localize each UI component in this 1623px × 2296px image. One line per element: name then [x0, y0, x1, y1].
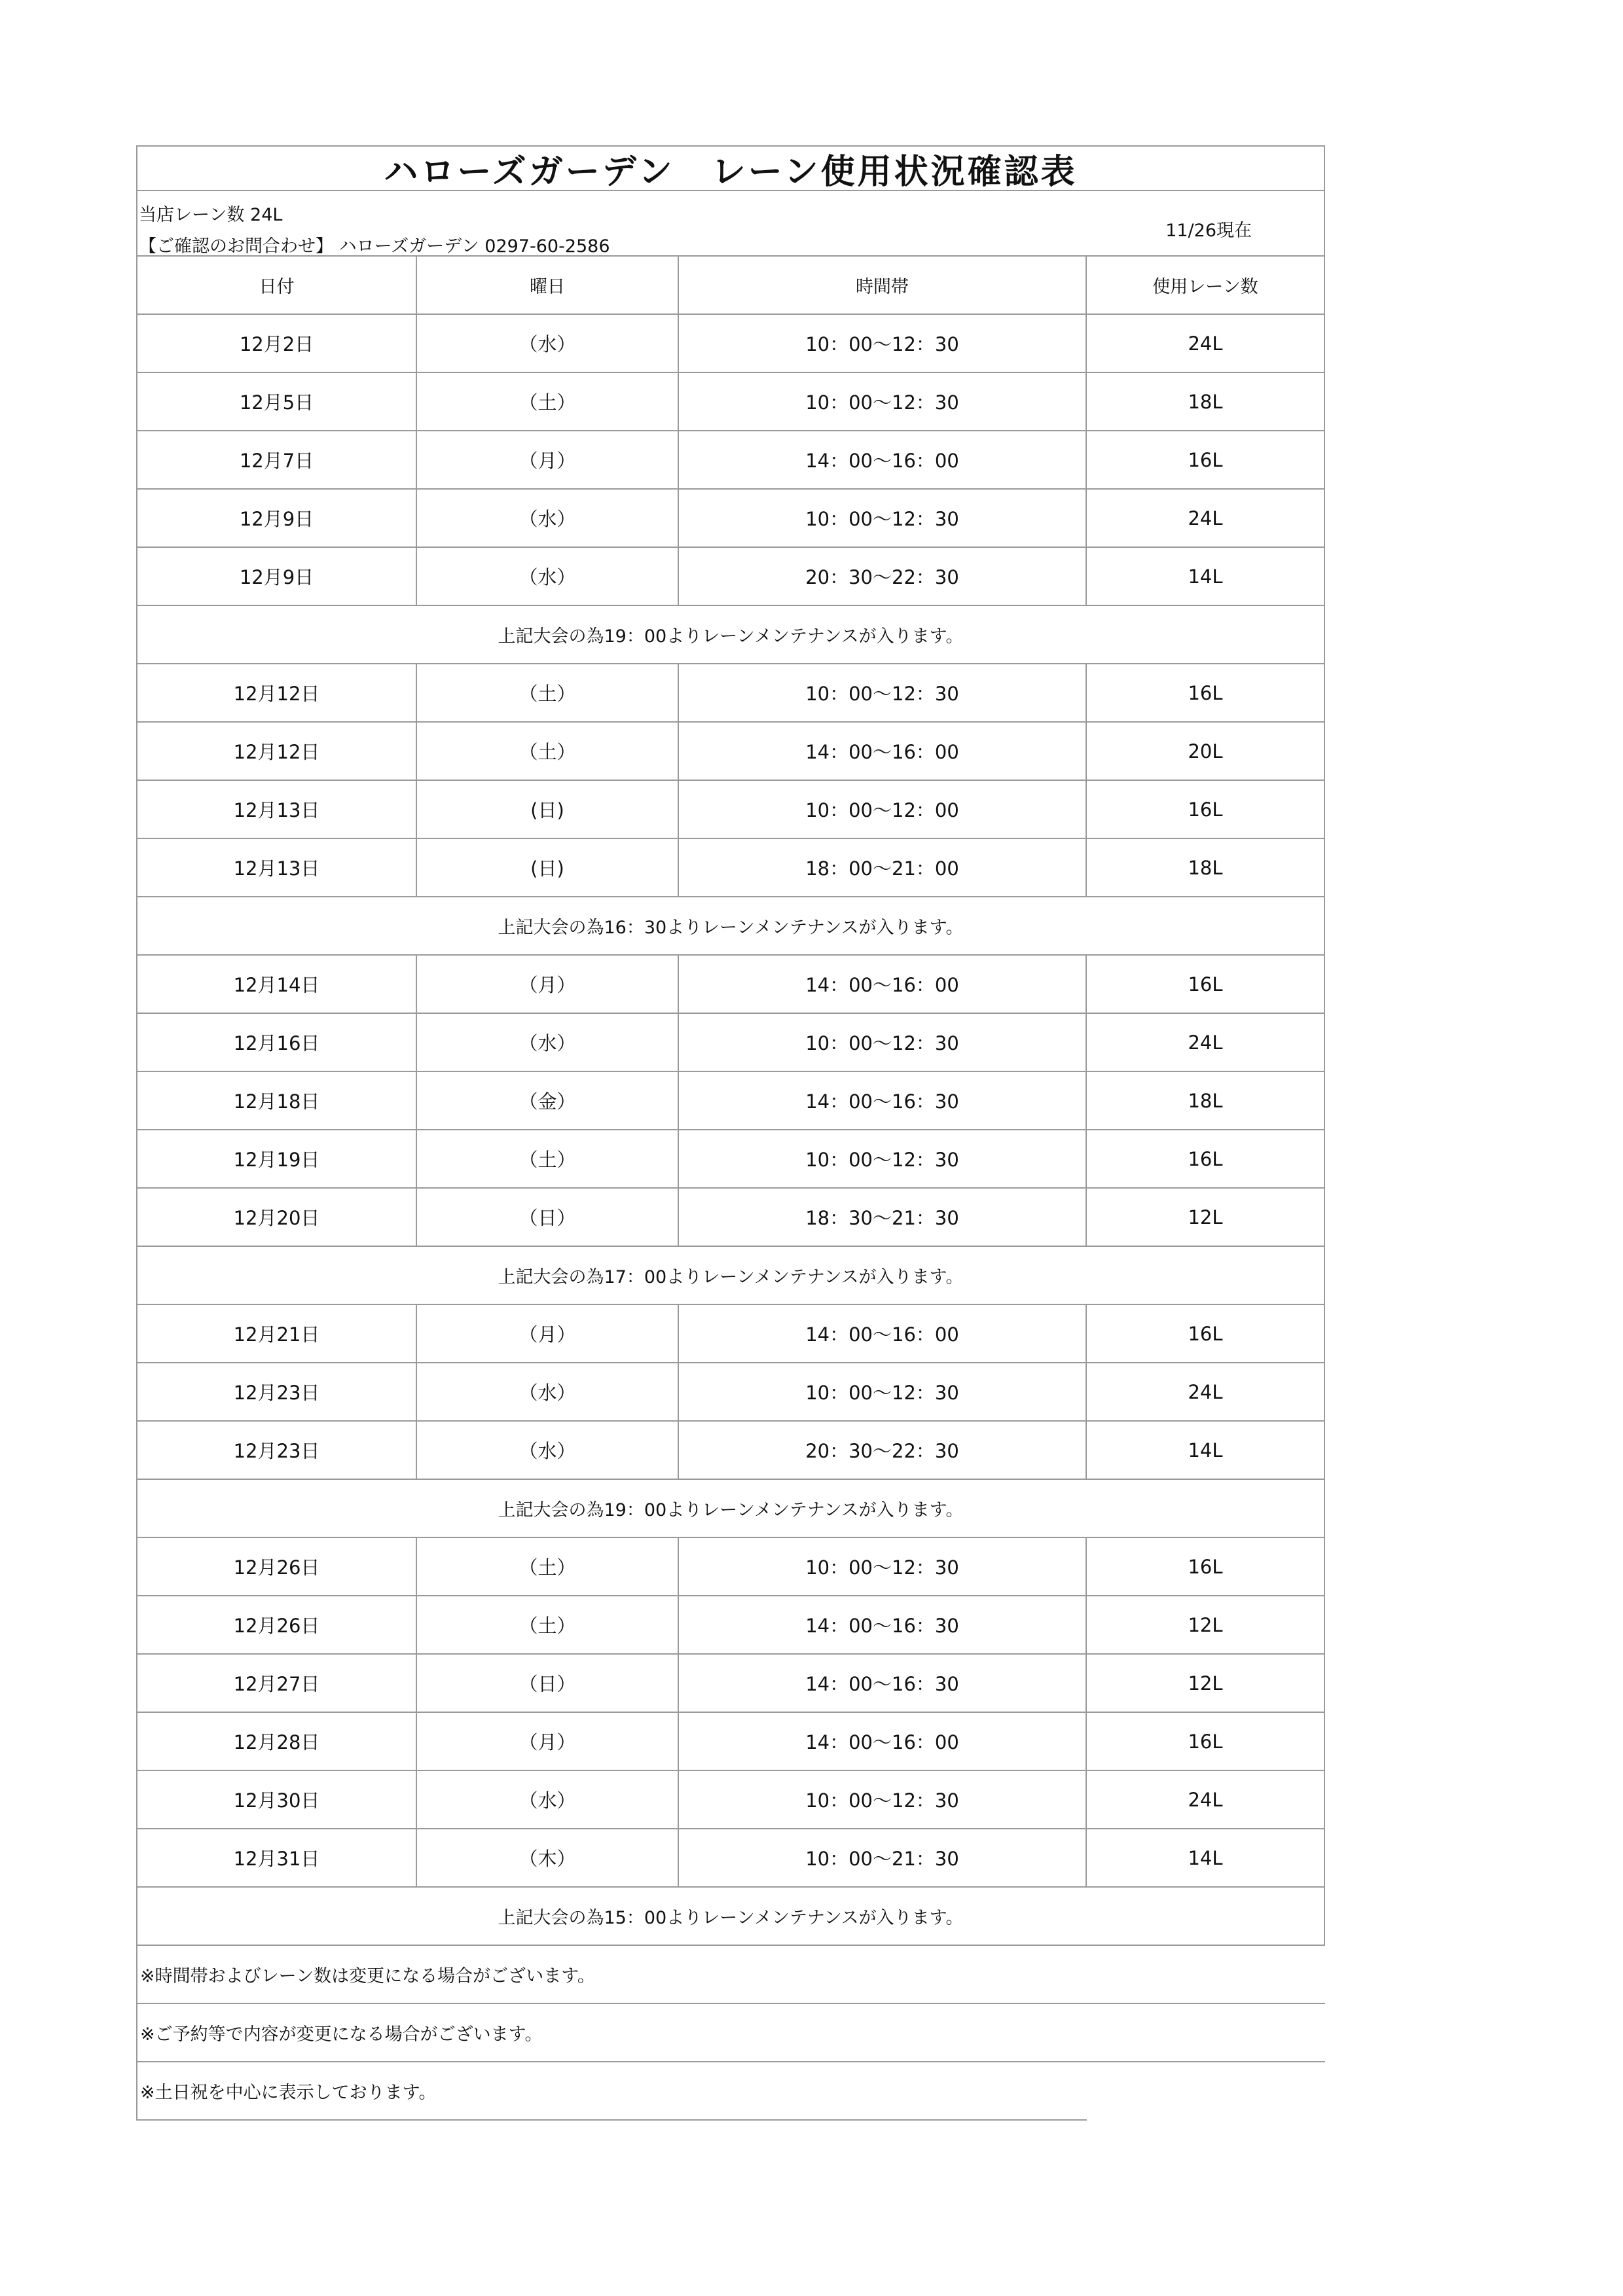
- cell-date: 12月26日: [137, 1538, 417, 1595]
- cell-day: （水）: [417, 490, 679, 547]
- table-row: [136, 781, 1325, 839]
- cell-time: 18：00～21：00: [679, 839, 1087, 896]
- header-date: 日付: [137, 257, 417, 314]
- cell-lanes: 14L: [1188, 1439, 1223, 1462]
- table-row: [136, 315, 1325, 373]
- cell-time: 10：00～12：00: [679, 781, 1087, 838]
- cell-day: （水）: [417, 548, 679, 605]
- cell-date: 12月20日: [137, 1189, 417, 1246]
- cell-time: 10：00～12：30: [679, 664, 1087, 721]
- cell-time: 10：00～12：30: [679, 490, 1087, 547]
- maintenance-note: 上記大会の為15：00よりレーンメンテナンスが入ります。: [136, 1888, 1325, 1946]
- footnotes: [136, 1946, 1325, 2121]
- cell-lanes: 20L: [1188, 740, 1223, 762]
- footnote: ※土日祝を中心に表示しております。: [136, 2062, 1087, 2121]
- header-time: 時間帯: [679, 257, 1087, 314]
- cell-time: 10：00～12：30: [679, 1538, 1087, 1595]
- table-row: [136, 548, 1325, 606]
- cell-time: 14：00～16：00: [679, 431, 1087, 488]
- cell-day: （日）: [417, 1655, 679, 1712]
- cell-time: 10：00～12：30: [679, 1771, 1087, 1828]
- cell-date: 12月23日: [137, 1363, 417, 1420]
- table-row: [136, 373, 1325, 431]
- cell-date: 12月13日: [137, 839, 417, 896]
- table-row: [136, 1130, 1325, 1189]
- cell-date: 12月26日: [137, 1596, 417, 1653]
- info-row: [136, 191, 1325, 257]
- table-row: [136, 1189, 1325, 1247]
- cell-time: 10：00～21：30: [679, 1829, 1087, 1886]
- table-header: [136, 257, 1325, 315]
- cell-date: 12月14日: [137, 956, 417, 1013]
- table-row: [136, 1538, 1325, 1596]
- cell-lanes: 14L: [1188, 1846, 1223, 1869]
- cell-day: （水）: [417, 315, 679, 372]
- cell-date: 12月2日: [137, 315, 417, 372]
- cell-lanes: 14L: [1188, 565, 1223, 588]
- cell-day: （土）: [417, 373, 679, 430]
- cell-date: 12月19日: [137, 1130, 417, 1187]
- cell-day: (日): [417, 839, 679, 896]
- table-row: [136, 431, 1325, 490]
- cell-lanes: 16L: [1188, 1322, 1223, 1345]
- cell-day: （土）: [417, 1538, 679, 1595]
- maintenance-note: 上記大会の為19：00よりレーンメンテナンスが入ります。: [136, 1480, 1325, 1538]
- table-body: [136, 315, 1325, 1946]
- cell-time: 14：00～16：30: [679, 1596, 1087, 1653]
- cell-time: 10：00～12：30: [679, 1014, 1087, 1071]
- cell-date: 12月12日: [137, 723, 417, 780]
- cell-date: 12月31日: [137, 1829, 417, 1886]
- table-row: [136, 1829, 1325, 1888]
- cell-lanes: 18L: [1188, 856, 1223, 879]
- table-row: [136, 1771, 1325, 1829]
- table-row: [136, 1305, 1325, 1363]
- cell-date: 12月7日: [137, 431, 417, 488]
- cell-date: 12月21日: [137, 1305, 417, 1362]
- cell-date: 12月16日: [137, 1014, 417, 1071]
- maintenance-note: 上記大会の為16：30よりレーンメンテナンスが入ります。: [136, 897, 1325, 956]
- cell-day: （土）: [417, 664, 679, 721]
- cell-day: (日): [417, 781, 679, 838]
- maintenance-note: 上記大会の為17：00よりレーンメンテナンスが入ります。: [136, 1247, 1325, 1305]
- contact-text: 【ご確認のお問合わせ】 ハローズガーデン 0297-60-2586: [139, 236, 610, 257]
- cell-time: 10：00～12：30: [679, 373, 1087, 430]
- cell-time: 14：00～16：00: [679, 723, 1087, 780]
- cell-lanes: 24L: [1188, 1788, 1223, 1811]
- cell-lanes: 16L: [1188, 973, 1223, 996]
- cell-lanes: 16L: [1188, 1555, 1223, 1578]
- cell-time: 20：30～22：30: [679, 1422, 1087, 1479]
- cell-day: （土）: [417, 1596, 679, 1653]
- header-day: 曜日: [417, 257, 679, 314]
- cell-lanes: 16L: [1188, 1147, 1223, 1170]
- cell-date: 12月27日: [137, 1655, 417, 1712]
- schedule-sheet: [136, 145, 1325, 2121]
- cell-time: 10：00～12：30: [679, 315, 1087, 372]
- cell-date: 12月30日: [137, 1771, 417, 1828]
- cell-date: 12月12日: [137, 664, 417, 721]
- cell-day: （土）: [417, 1130, 679, 1187]
- cell-date: 12月23日: [137, 1422, 417, 1479]
- cell-time: 14：00～16：30: [679, 1072, 1087, 1129]
- table-row: [136, 664, 1325, 723]
- cell-lanes: 18L: [1188, 390, 1223, 413]
- cell-day: （水）: [417, 1771, 679, 1828]
- table-row: [136, 1655, 1325, 1713]
- cell-time: 20：30～22：30: [679, 548, 1087, 605]
- cell-date: 12月9日: [137, 548, 417, 605]
- maintenance-note: 上記大会の為19：00よりレーンメンテナンスが入ります。: [136, 606, 1325, 664]
- cell-date: 12月28日: [137, 1713, 417, 1770]
- cell-day: （月）: [417, 431, 679, 488]
- table-row: [136, 1014, 1325, 1072]
- table-row: [136, 1422, 1325, 1480]
- cell-date: 12月9日: [137, 490, 417, 547]
- cell-lanes: 12L: [1188, 1613, 1223, 1636]
- cell-day: （水）: [417, 1014, 679, 1071]
- table-row: [136, 1596, 1325, 1655]
- cell-day: （木）: [417, 1829, 679, 1886]
- cell-lanes: 16L: [1188, 448, 1223, 471]
- as-of-date: 11/26現在: [1165, 221, 1252, 241]
- table-row: [136, 1072, 1325, 1130]
- table-row: [136, 956, 1325, 1014]
- cell-time: 10：00～12：30: [679, 1363, 1087, 1420]
- cell-time: 14：00～16：00: [679, 956, 1087, 1013]
- cell-day: （水）: [417, 1422, 679, 1479]
- table-row: [136, 490, 1325, 548]
- cell-lanes: 16L: [1188, 1730, 1223, 1753]
- cell-lanes: 12L: [1188, 1672, 1223, 1695]
- cell-time: 14：00～16：00: [679, 1305, 1087, 1362]
- cell-lanes: 16L: [1188, 681, 1223, 704]
- cell-day: （水）: [417, 1363, 679, 1420]
- cell-lanes: 16L: [1188, 798, 1223, 821]
- cell-day: （月）: [417, 956, 679, 1013]
- table-row: [136, 1363, 1325, 1422]
- header-lanes: 使用レーン数: [1152, 277, 1258, 297]
- cell-time: 18：30～21：30: [679, 1189, 1087, 1246]
- cell-time: 14：00～16：30: [679, 1655, 1087, 1712]
- cell-lanes: 18L: [1188, 1089, 1223, 1112]
- cell-date: 12月18日: [137, 1072, 417, 1129]
- cell-lanes: 24L: [1188, 1031, 1223, 1054]
- cell-lanes: 12L: [1188, 1206, 1223, 1229]
- cell-day: （月）: [417, 1305, 679, 1362]
- cell-lanes: 24L: [1188, 1380, 1223, 1403]
- lane-count-text: 当店レーン数 24L: [139, 205, 283, 225]
- footnote: ※ご予約等で内容が変更になる場合がございます。: [136, 2004, 1325, 2062]
- table-row: [136, 1713, 1325, 1771]
- cell-day: （日）: [417, 1189, 679, 1246]
- page-title: ハローズガーデン レーン使用状況確認表: [384, 152, 1078, 192]
- cell-lanes: 24L: [1188, 332, 1223, 355]
- cell-time: 14：00～16：00: [679, 1713, 1087, 1770]
- table-row: [136, 723, 1325, 781]
- cell-date: 12月13日: [137, 781, 417, 838]
- footnote: ※時間帯およびレーン数は変更になる場合がございます。: [136, 1946, 1325, 2004]
- cell-lanes: 24L: [1188, 507, 1223, 529]
- cell-day: （月）: [417, 1713, 679, 1770]
- cell-day: （土）: [417, 723, 679, 780]
- table-row: [136, 839, 1325, 897]
- cell-day: （金）: [417, 1072, 679, 1129]
- cell-date: 12月5日: [137, 373, 417, 430]
- cell-time: 10：00～12：30: [679, 1130, 1087, 1187]
- title-row: [136, 145, 1325, 191]
